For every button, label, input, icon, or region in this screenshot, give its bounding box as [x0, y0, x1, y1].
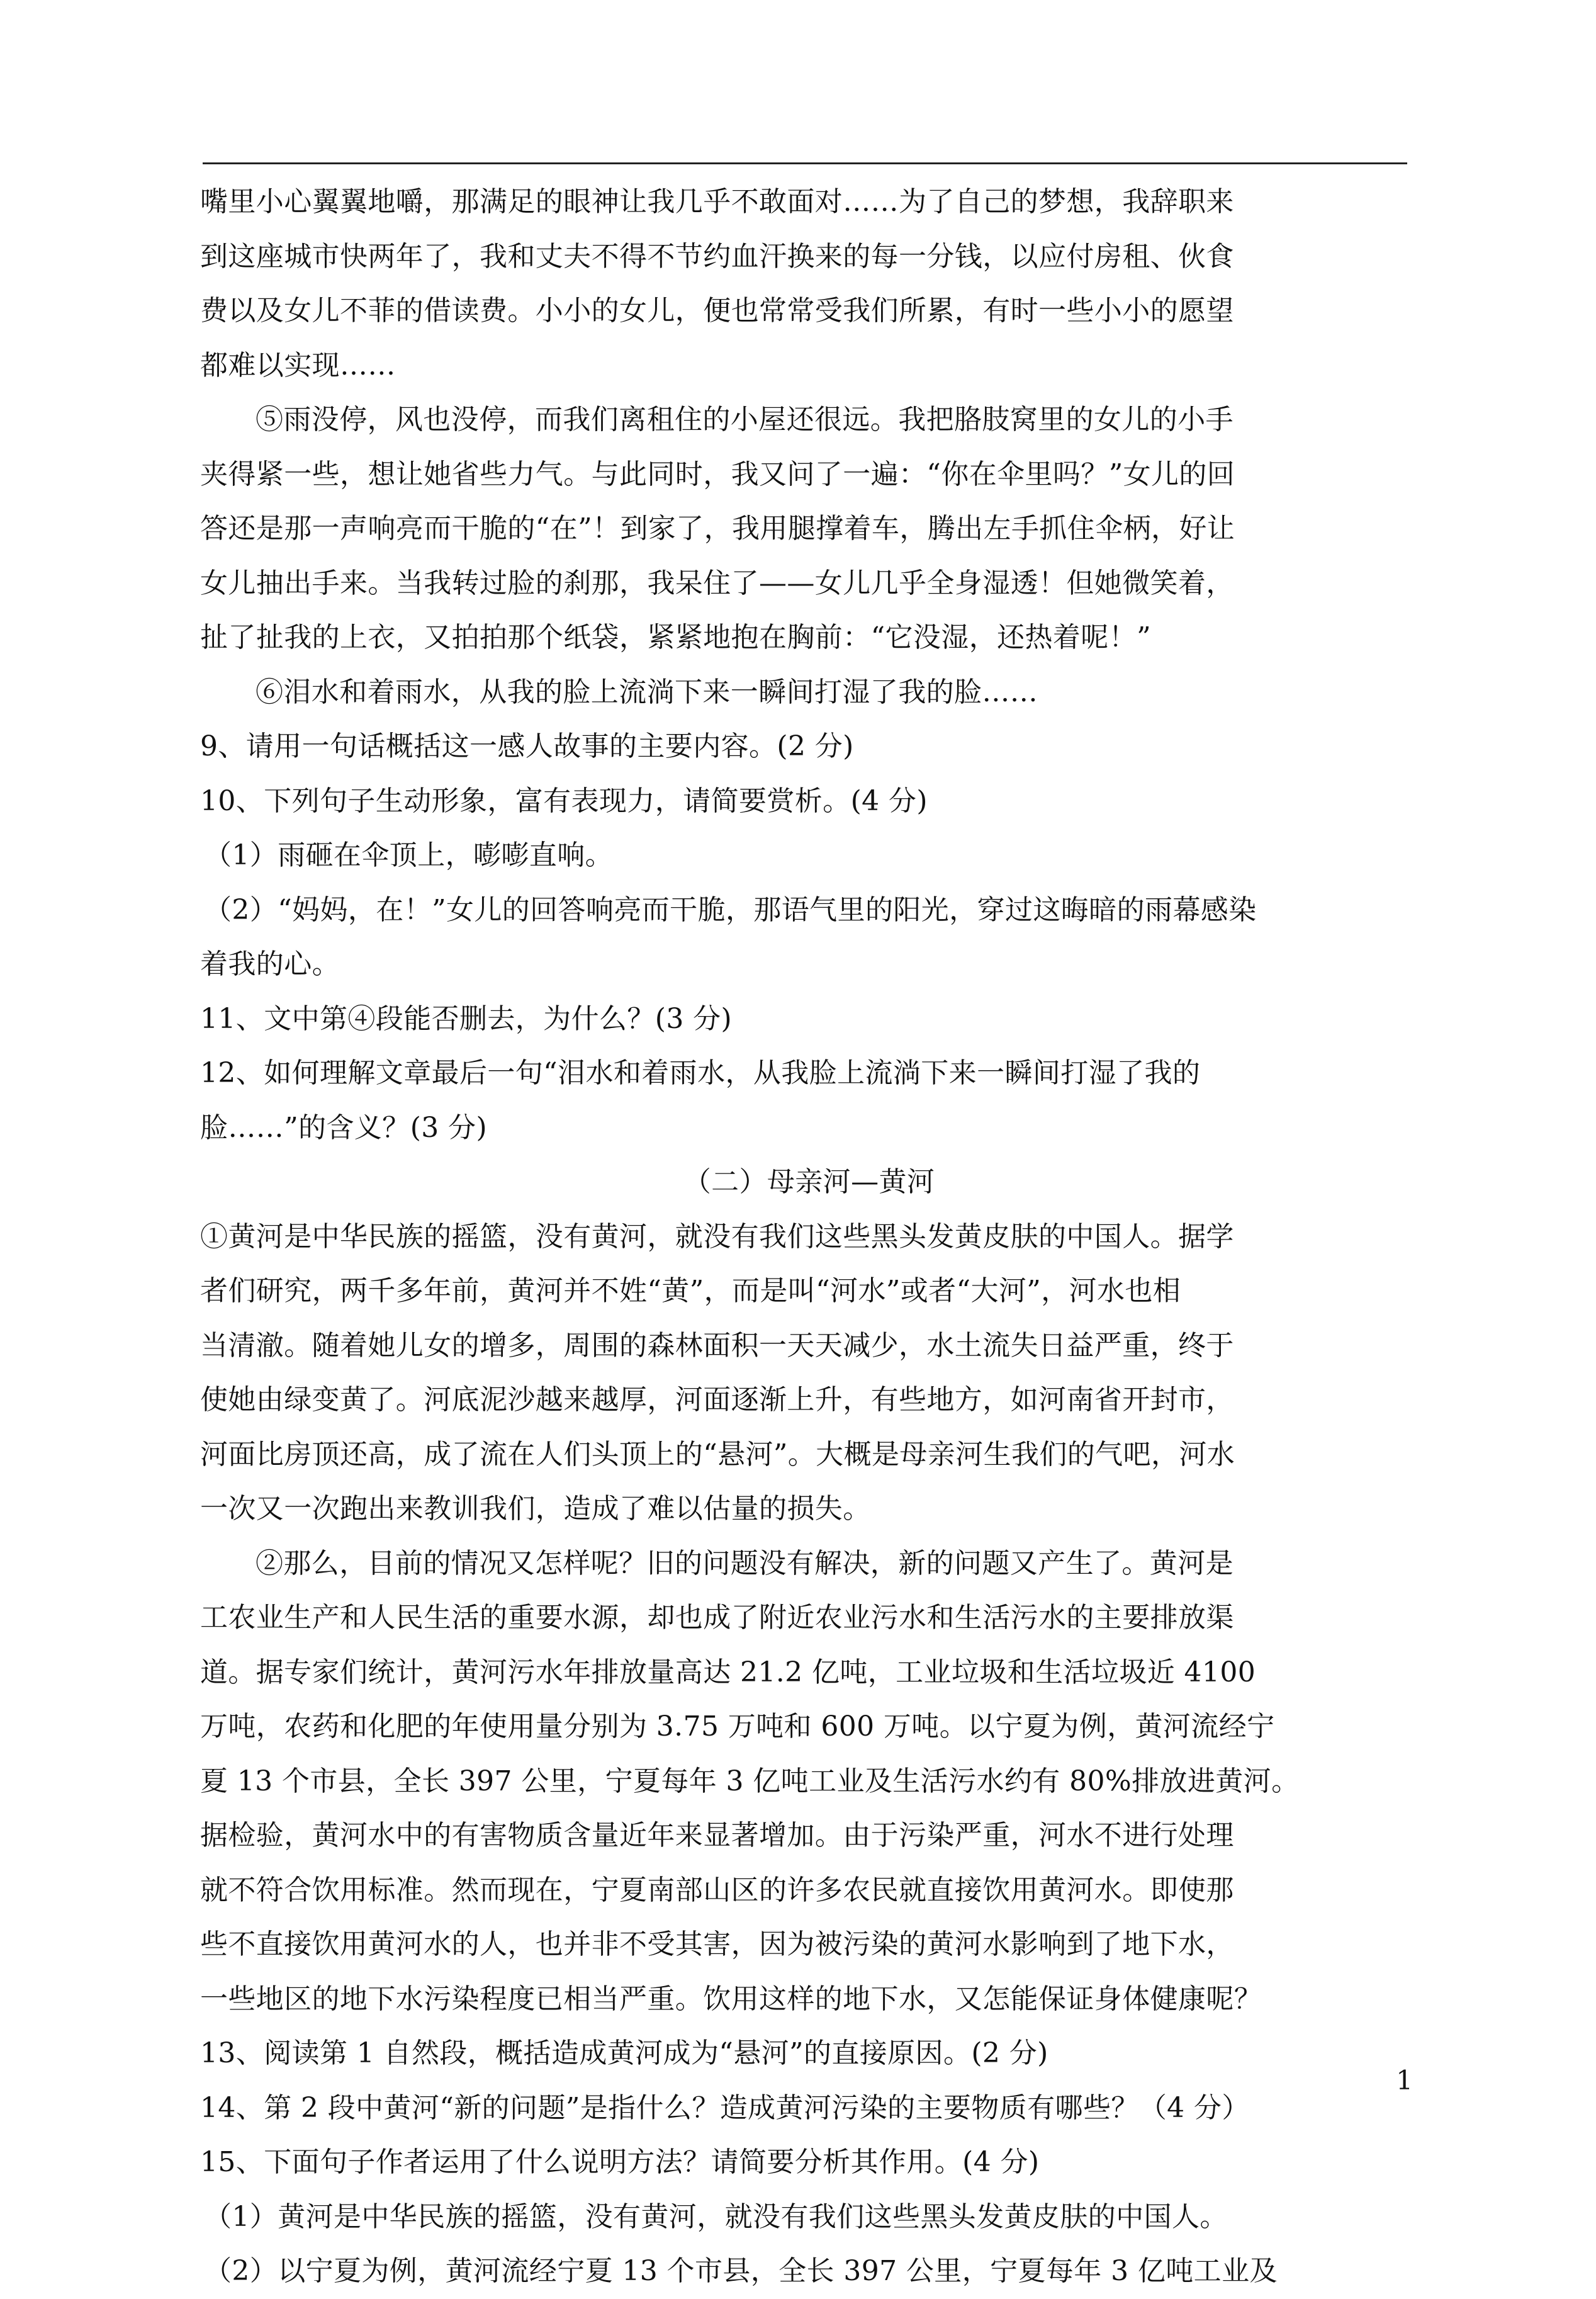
question-9: 9、请用一句话概括这一感人故事的主要内容。(2 分) — [200, 730, 854, 762]
section-title: （二）母亲河—黄河 — [683, 1166, 935, 1198]
text-line: 到这座城市快两年了，我和丈夫不得不节约血汗换来的每一分钱，以应付房租、伙食 — [200, 240, 1234, 273]
question-15-item-1: （1）黄河是中华民族的摇篮，没有黄河，就没有我们这些黑头发黄皮肤的中国人。 — [204, 2200, 1228, 2233]
question-10: 10、下列句子生动形象，富有表现力，请简要赏析。(4 分) — [200, 784, 928, 817]
text-line: 费以及女儿不菲的借读费。小小的女儿，便也常常受我们所累，有时一些小小的愿望 — [200, 295, 1234, 327]
text-line: 一次又一次跑出来教训我们，造成了难以估量的损失。 — [200, 1493, 871, 1525]
text-line: 工农业生产和人民生活的重要水源，却也成了附近农业污水和生活污水的主要排放渠 — [200, 1601, 1234, 1634]
text-line: 夏 13 个市县，全长 397 公里，宁夏每年 3 亿吨工业及生活污水约有 80%排放进黄河。 — [200, 1765, 1300, 1797]
text-line: 河面比房顶还高，成了流在人们头顶上的“悬河”。大概是母亲河生我们的气吧，河水 — [200, 1438, 1235, 1471]
text-line: 嘴里小心翼翼地嚼，那满足的眼神让我几乎不敢面对……为了自己的梦想，我辞职来 — [200, 186, 1234, 218]
text-line: 都难以实现…… — [200, 349, 396, 381]
text-line: 万吨，农药和化肥的年使用量分别为 3.75 万吨和 600 万吨。以宁夏为例，黄河流经宁 — [200, 1710, 1275, 1743]
text-line: 女儿抽出手来。当我转过脸的刹那，我呆住了——女儿几乎全身湿透！但她微笑着， — [200, 567, 1234, 599]
text-line: 使她由绿变黄了。河底泥沙越来越厚，河面逐渐上升，有些地方，如河南省开封市， — [200, 1384, 1234, 1416]
text-line: 一些地区的地下水污染程度已相当严重。饮用这样的地下水，又怎能保证身体健康呢？ — [200, 1982, 1262, 2015]
header-rule — [203, 162, 1407, 164]
page-number: 1 — [1396, 2065, 1413, 2096]
question-15-item-2: （2）以宁夏为例，黄河流经宁夏 13 个市县，全长 397 公里，宁夏每年 3 亿吨工业及 — [204, 2255, 1278, 2287]
question-11: 11、文中第④段能否删去，为什么？(3 分) — [200, 1002, 733, 1035]
text-line: 当清澈。随着她儿女的增多，周围的森林面积一天天减少，水土流失日益严重，终于 — [200, 1329, 1234, 1362]
text-line: 就不符合饮用标准。然而现在，宁夏南部山区的许多农民就直接饮用黄河水。即使那 — [200, 1873, 1234, 1906]
text-line: 据检验，黄河水中的有害物质含量近年来显著增加。由于污染严重，河水不进行处理 — [200, 1819, 1234, 1851]
text-line: 者们研究，两千多年前，黄河并不姓“黄”，而是叫“河水”或者“大河”，河水也相 — [200, 1275, 1181, 1307]
text-line: 着我的心。 — [200, 948, 340, 980]
text-line: 道。据专家们统计，黄河污水年排放量高达 21.2 亿吨，工业垃圾和生活垃圾近 4100 — [200, 1656, 1256, 1688]
question-10-item-1: （1）雨砸在伞顶上，嘭嘭直响。 — [204, 839, 613, 871]
question-12: 12、如何理解文章最后一句“泪水和着雨水，从我脸上流淌下来一瞬间打湿了我的 — [200, 1057, 1201, 1089]
text-line: 夹得紧一些，想让她省些力气。与此同时，我又问了一遍：“你在伞里吗？”女儿的回 — [200, 458, 1235, 490]
question-10-item-2: （2）“妈妈，在！”女儿的回答响亮而干脆，那语气里的阳光，穿过这晦暗的雨幕感染 — [204, 893, 1257, 926]
text-line: 些不直接饮用黄河水的人，也并非不受其害，因为被污染的黄河水影响到了地下水， — [200, 1928, 1234, 1960]
paragraph-5-start: ⑤雨没停，风也没停，而我们离租住的小屋还很远。我把胳肢窝里的女儿的小手 — [256, 404, 1234, 436]
question-14: 14、第 2 段中黄河“新的问题”是指什么？造成黄河污染的主要物质有哪些？（4 分） — [200, 2091, 1250, 2124]
paragraph-1-start: ①黄河是中华民族的摇篮，没有黄河，就没有我们这些黑头发黄皮肤的中国人。据学 — [200, 1220, 1234, 1253]
text-line: 脸……”的含义？(3 分) — [200, 1111, 488, 1144]
paragraph-6: ⑥泪水和着雨水，从我的脸上流淌下来一瞬间打湿了我的脸…… — [256, 675, 1038, 708]
text-line: 答还是那一声响亮而干脆的“在”！到家了，我用腿撑着车，腾出左手抓住伞柄，好让 — [200, 512, 1235, 545]
text-line: 扯了扯我的上衣，又拍拍那个纸袋，紧紧地抱在胸前：“它没湿，还热着呢！” — [200, 621, 1151, 653]
document-body — [200, 175, 1418, 2299]
question-13: 13、阅读第 1 自然段，概括造成黄河成为“悬河”的直接原因。(2 分) — [200, 2037, 1048, 2069]
question-15: 15、下面句子作者运用了什么说明方法？请简要分析其作用。(4 分) — [200, 2146, 1040, 2178]
paragraph-2-start: ②那么，目前的情况又怎样呢？旧的问题没有解决，新的问题又产生了。黄河是 — [256, 1547, 1234, 1579]
